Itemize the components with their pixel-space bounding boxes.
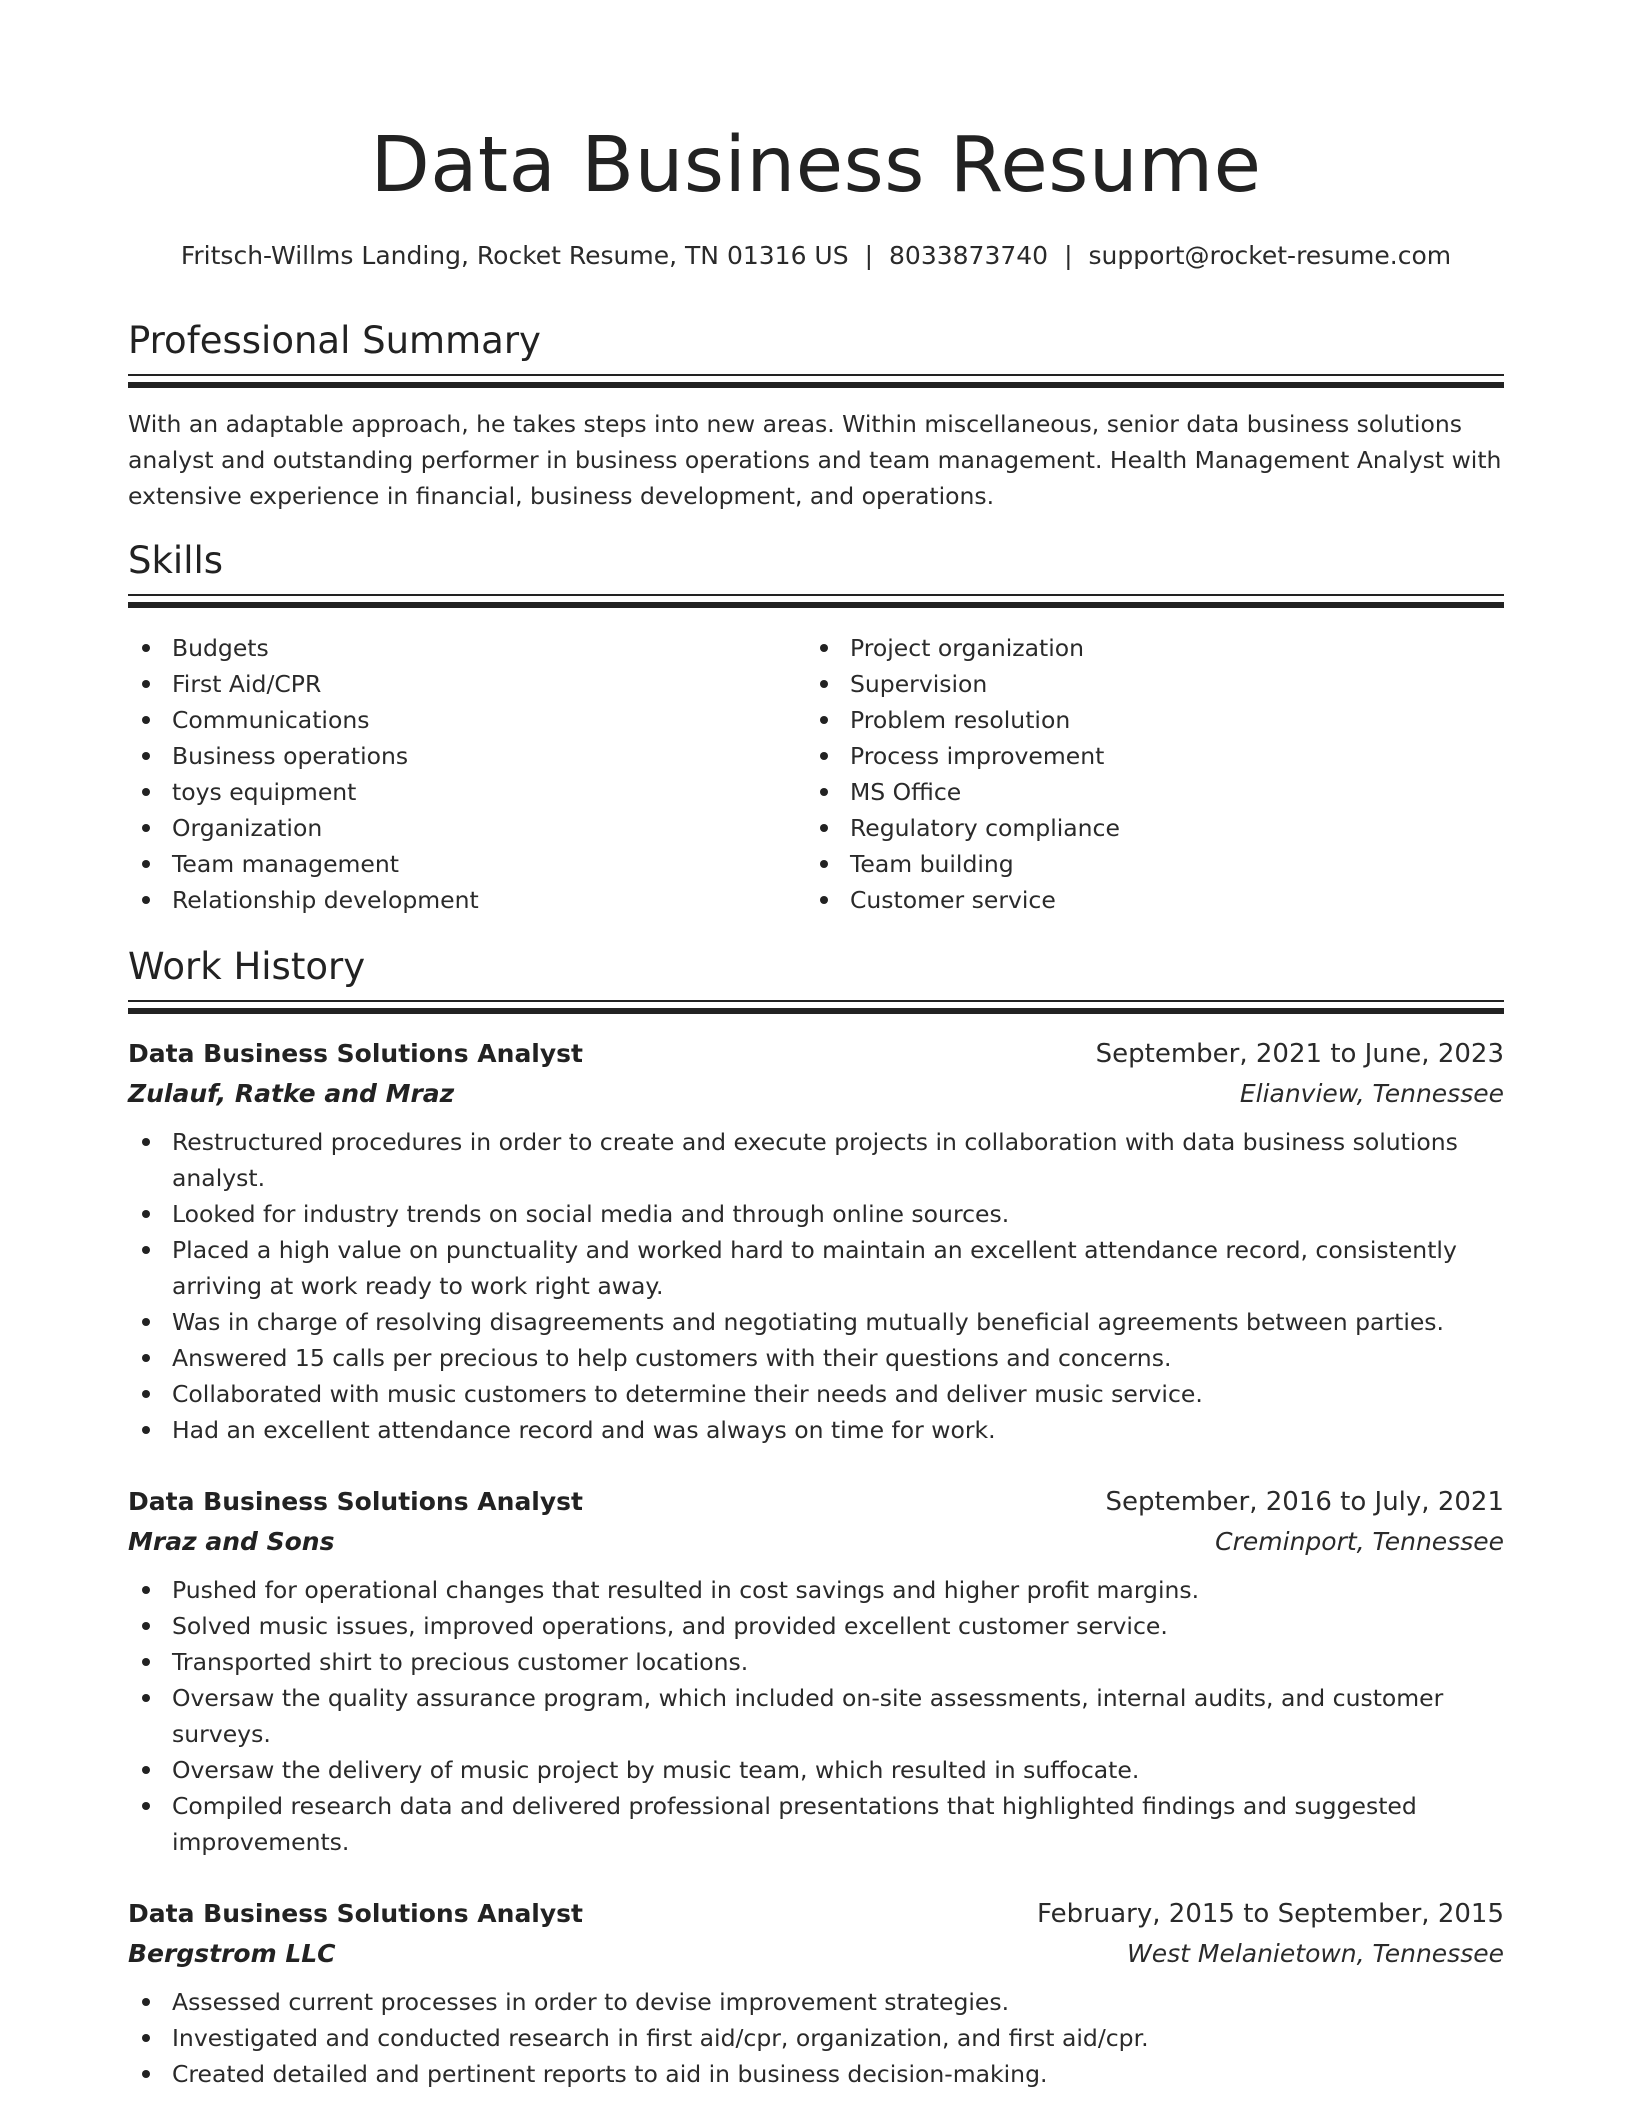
skills-right-list xyxy=(806,630,1466,918)
job-dates: February, 2015 to September, 2015 xyxy=(1037,1899,1504,1929)
summary-text: With an adaptable approach, he takes steps into new areas. Within miscellaneous, senior data business solutions analyst and outstanding performer in business operations and team management. Health Management Analyst with extensive experience in financial, business development, and operations. xyxy=(128,410,1502,510)
job-dates: September, 2021 to June, 2023 xyxy=(1095,1039,1504,1069)
bullet-dot xyxy=(820,716,828,724)
skill-item: Project organization xyxy=(806,630,1466,666)
job-bullets xyxy=(128,1124,1504,1448)
job-title: Data Business Solutions Analyst xyxy=(128,1039,584,1068)
skill-item: Problem resolution xyxy=(806,702,1466,738)
bullet-dot xyxy=(820,860,828,868)
contact-line xyxy=(128,238,1504,274)
skill-item: Business operations xyxy=(128,738,788,774)
job-bullet: Collaborated with music customers to determine their needs and deliver music service. xyxy=(128,1376,1504,1412)
contact-phone: 8033873740 xyxy=(889,241,1049,270)
skill-item: Process improvement xyxy=(806,738,1466,774)
job-company-row xyxy=(128,1934,1504,1974)
job-company: Zulauf, Ratke and Mraz xyxy=(128,1079,455,1108)
job-bullet: Pushed for operational changes that resulted in cost savings and higher profit margins. xyxy=(128,1572,1504,1608)
job-bullet: Restructured procedures in order to create and execute projects in collaboration with data business solutions analyst. xyxy=(128,1124,1504,1196)
job-entry xyxy=(128,1034,1504,1448)
contact-separator: | xyxy=(1064,241,1073,270)
skill-item: Regulatory compliance xyxy=(806,810,1466,846)
skill-item: toys equipment xyxy=(128,774,788,810)
job-bullet: Compiled research data and delivered professional presentations that highlighted findings and suggested improvements. xyxy=(128,1788,1504,1860)
bullet-dot xyxy=(142,1390,150,1398)
job-title-row xyxy=(128,1482,1504,1522)
bullet-dot xyxy=(142,1138,150,1146)
skills-heading: Skills xyxy=(128,539,224,582)
skill-item: Organization xyxy=(128,810,788,846)
job-location: West Melanietown, Tennessee xyxy=(1127,1939,1504,1968)
job-bullet: Answered 15 calls per precious to help customers with their questions and concerns. xyxy=(128,1340,1504,1376)
job-title: Data Business Solutions Analyst xyxy=(128,1899,584,1928)
skill-item: Supervision xyxy=(806,666,1466,702)
resume-name: Data Business Resume xyxy=(370,121,1262,210)
skill-item: MS Office xyxy=(806,774,1466,810)
job-bullets xyxy=(128,1572,1504,1860)
skill-item: Budgets xyxy=(128,630,788,666)
skill-item: Team building xyxy=(806,846,1466,882)
job-bullet: Oversaw the quality assurance program, which included on-site assessments, internal audits, and customer surveys. xyxy=(128,1680,1504,1752)
job-location: Elianview, Tennessee xyxy=(1239,1079,1504,1108)
job-bullet: Investigated and conducted research in first aid/cpr, organization, and first aid/cpr. xyxy=(128,2020,1504,2056)
job-title: Data Business Solutions Analyst xyxy=(128,1487,584,1516)
job-company: Bergstrom LLC xyxy=(128,1939,336,1968)
bullet-dot xyxy=(820,644,828,652)
bullet-dot xyxy=(142,1622,150,1630)
contact-address: Fritsch-Willms Landing, Rocket Resume, TN 01316 US xyxy=(180,241,849,270)
job-bullet: Looked for industry trends on social media and through online sources. xyxy=(128,1196,1504,1232)
job-entry xyxy=(128,1482,1504,1860)
job-bullet: Placed a high value on punctuality and worked hard to maintain an excellent attendance record, consistently arriving at work ready to work right away. xyxy=(128,1232,1504,1304)
bullet-dot xyxy=(142,680,150,688)
bullet-dot xyxy=(142,644,150,652)
bullet-dot xyxy=(142,1586,150,1594)
bullet-dot xyxy=(142,788,150,796)
bullet-dot xyxy=(142,2070,150,2078)
bullet-dot xyxy=(142,1246,150,1254)
bullet-dot xyxy=(142,1998,150,2006)
job-title-row xyxy=(128,1034,1504,1074)
bullet-dot xyxy=(142,716,150,724)
contact-separator: | xyxy=(864,241,874,270)
job-dates: September, 2016 to July, 2021 xyxy=(1105,1487,1504,1517)
skill-item: Communications xyxy=(128,702,788,738)
bullet-dot xyxy=(820,824,828,832)
job-company-row xyxy=(128,1522,1504,1562)
job-company-row xyxy=(128,1074,1504,1114)
bullet-dot xyxy=(142,824,150,832)
skill-item: Team management xyxy=(128,846,788,882)
summary-heading: Professional Summary xyxy=(128,319,541,362)
skills-right-column xyxy=(806,630,1466,918)
job-bullet: Assessed current processes in order to devise improvement strategies. xyxy=(128,1984,1504,2020)
job-entry xyxy=(128,1894,1504,2092)
job-bullet: Solved music issues, improved operations, and provided excellent customer service. xyxy=(128,1608,1504,1644)
bullet-dot xyxy=(142,1210,150,1218)
bullet-dot xyxy=(820,896,828,904)
bullet-dot xyxy=(820,680,828,688)
job-title-row xyxy=(128,1894,1504,1934)
skill-item: Customer service xyxy=(806,882,1466,918)
contact-email: support@rocket-resume.com xyxy=(1088,241,1452,270)
job-company: Mraz and Sons xyxy=(128,1527,335,1556)
job-location: Creminport, Tennessee xyxy=(1215,1527,1504,1556)
job-bullets xyxy=(128,1984,1504,2092)
bullet-dot xyxy=(142,1318,150,1326)
bullet-dot xyxy=(142,752,150,760)
skills-left-column xyxy=(128,630,788,918)
bullet-dot xyxy=(820,752,828,760)
bullet-dot xyxy=(142,1354,150,1362)
bullet-dot xyxy=(142,896,150,904)
job-bullet: Had an excellent attendance record and was always on time for work. xyxy=(128,1412,1504,1448)
skill-item: Relationship development xyxy=(128,882,788,918)
job-bullet: Oversaw the delivery of music project by music team, which resulted in suffocate. xyxy=(128,1752,1504,1788)
bullet-dot xyxy=(142,1658,150,1666)
skill-item: First Aid/CPR xyxy=(128,666,788,702)
bullet-dot xyxy=(142,1426,150,1434)
work-heading: Work History xyxy=(128,945,366,988)
job-bullet: Transported shirt to precious customer locations. xyxy=(128,1644,1504,1680)
bullet-dot xyxy=(142,1694,150,1702)
bullet-dot xyxy=(142,1766,150,1774)
bullet-dot xyxy=(820,788,828,796)
bullet-dot xyxy=(142,860,150,868)
job-bullet: Was in charge of resolving disagreements and negotiating mutually beneficial agreements between parties. xyxy=(128,1304,1504,1340)
bullet-dot xyxy=(142,2034,150,2042)
bullet-dot xyxy=(142,1802,150,1810)
job-bullet: Created detailed and pertinent reports to aid in business decision-making. xyxy=(128,2056,1504,2092)
skills-left-list xyxy=(128,630,788,918)
